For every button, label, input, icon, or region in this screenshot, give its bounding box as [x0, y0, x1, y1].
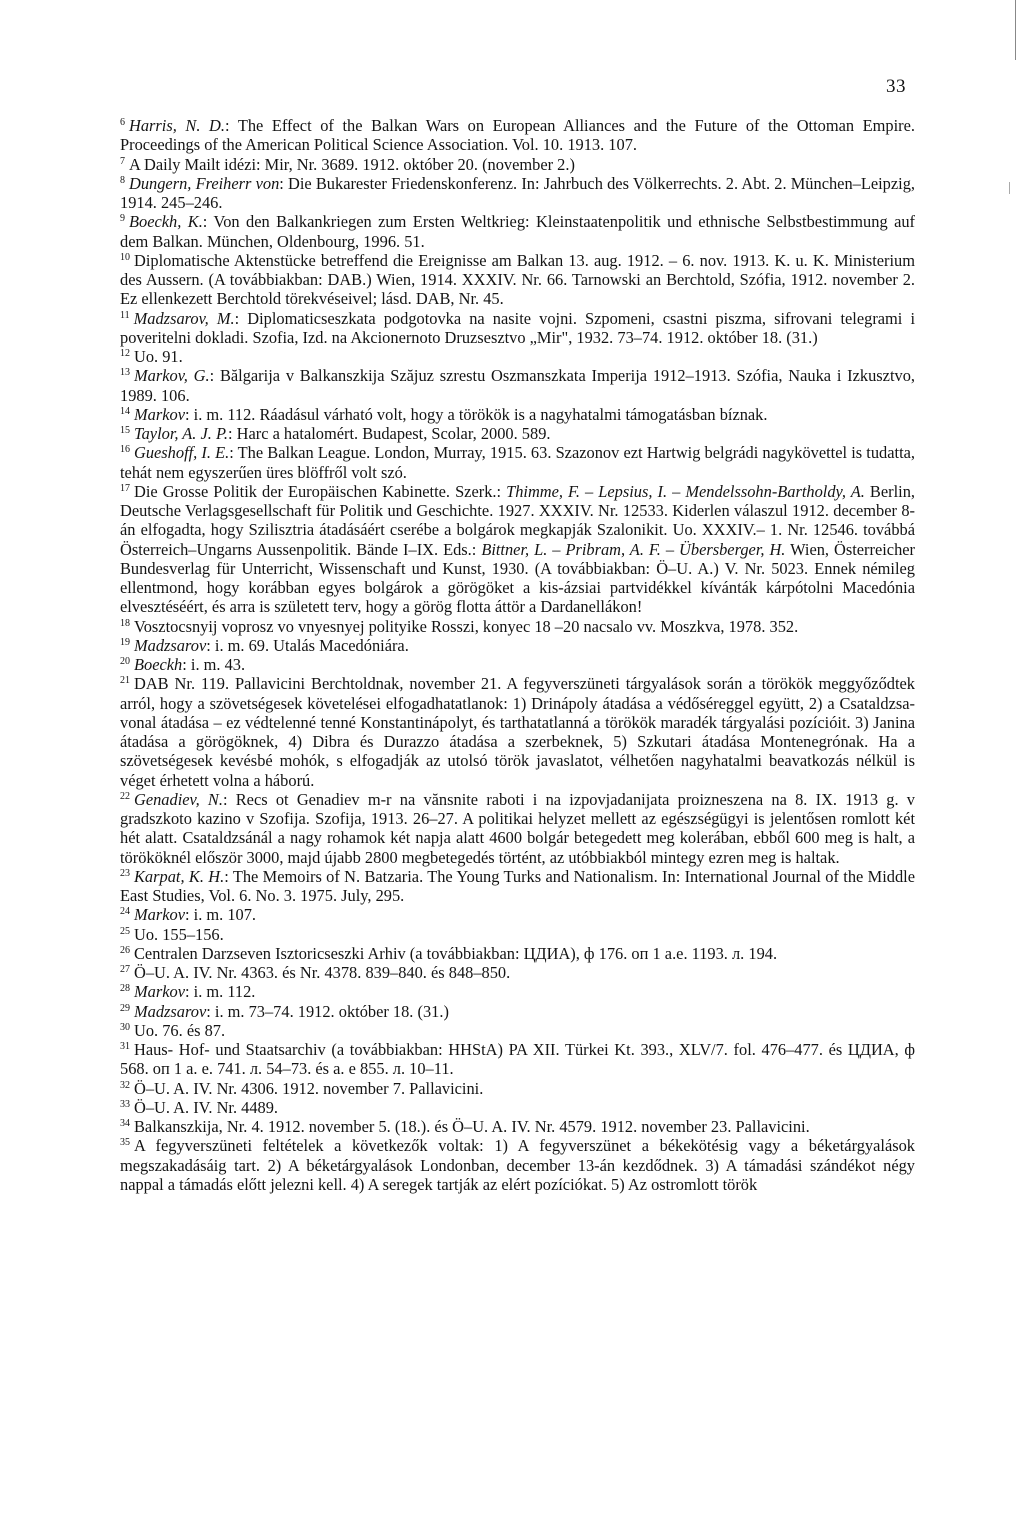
footnote-text: : i. m. 69. Utalás Macedóniára. — [206, 635, 409, 655]
footnote-italic-text: Harris, N. D. — [129, 116, 225, 135]
footnote — [120, 867, 915, 906]
footnote-number: 10 — [120, 251, 130, 263]
footnote-text: Ö–U. A. IV. Nr. 4489. — [134, 1097, 279, 1117]
footnote — [120, 309, 915, 348]
footnote — [120, 424, 915, 443]
footnote-number: 15 — [120, 425, 130, 436]
footnote-text: : Bălgarija v Balkanszkija Szăjuz szrestu Oszmanszkata Imperija 1912–1913. Szófia, Nauka i Izkusztvo, 1989. 106. — [120, 366, 916, 405]
footnote-number: 35 — [120, 1137, 130, 1149]
footnote-number: 19 — [120, 636, 130, 648]
footnote — [120, 1117, 915, 1136]
footnote-number: 8 — [120, 174, 125, 186]
footnote-italic-text: Madzsarov — [134, 635, 207, 655]
footnote-text: : The Memoirs of N. Batzaria. The Young Turks and Nationalism. In: International Journal of the Middle East Studies, Vol. 6. No. 3. 1975. July, 295. — [120, 866, 916, 905]
footnote-italic-text: Boeckh, K. — [129, 212, 203, 232]
footnote-number: 29 — [120, 1002, 130, 1014]
scan-speck — [1009, 182, 1010, 194]
footnote-text: : The Effect of the Balkan Wars on European Alliances and the Future of the Ottoman Empire. Proceedings of the American Political Science Association. Vol. 10. 1913. 107. — [120, 116, 915, 155]
footnote-text: : i. m. 107. — [184, 905, 257, 925]
footnote-text: DAB Nr. 119. Pallavicini Berchtoldnak, november 21. A fegyverszüneti tárgyalások során a törökök meggyőződtek arról, hogy a szövetségesek követelései elfogadhatatlanok: 1) Drinápoly átadása a védőséreggel együtt, 2) a Csataldzsa-vonal átadása – ez védtelenné tenné Konstantinápolyt, és tarthatatlanná a törökök maradék tárgyalási pozícióit. 3) Janina átadása a görögöknek, 4) Dibra és Durazzo átadása a szerbeknek, 5) Szkutari átadása Montenegrónak. Ha a szövetségesek kevésbé mohók, s elfogadják az utolsó török javaslatot, vélhetően nagyhatalmi beavatkozás nélkül is véget érhetett volna a háború. — [120, 674, 915, 790]
footnote — [120, 1002, 915, 1021]
footnote-text: Vosztocsnyij voprosz vo vnyesnyej polityike Rosszi, konyec 18 –20 nacsalo vv. Moszkva, 1978. 352. — [134, 616, 799, 636]
footnote — [120, 674, 915, 790]
footnote-text: Diplomatische Aktenstücke betreffend die Ereignisse am Balkan 13. aug. 1912. – 6. nov. 1913. K. u. K. Ministerium des Aussern. (A továbbiakban: DAB.) Wien, 1914. XXXIV. Nr. 66. Tarnowski an Berchtold, Szófia, 1912. november 2. Ez ellenkezett Berchtold törekvéseivel; lásd. DAB, Nr. 45. — [120, 250, 915, 309]
footnote — [120, 925, 915, 944]
footnote-text: : i. m. 112. — [184, 982, 256, 1002]
footnote-number: 12 — [120, 348, 130, 359]
footnote — [120, 405, 915, 424]
footnote-italic-text: Bittner, L. – Pribram, A. F. – Übersberger, H. — [481, 539, 786, 559]
footnote-number: 31 — [120, 1041, 130, 1052]
footnote-number: 25 — [120, 925, 130, 937]
footnote — [120, 116, 915, 155]
footnote-number: 28 — [120, 983, 130, 995]
footnote — [120, 1098, 915, 1117]
footnote-number: 21 — [120, 675, 130, 687]
footnote-text: : i. m. 73–74. 1912. október 18. (31.) — [206, 1001, 449, 1021]
footnote — [120, 443, 915, 482]
footnote-italic-text: Madzsarov, M. — [133, 308, 235, 328]
footnote-italic-text: Taylor, A. J. P. — [134, 424, 228, 443]
footnote-number: 27 — [120, 964, 130, 975]
footnote-text: Centralen Darzseven Isztoricseszki Arhiv (a továbbiakban: ЦДИА), ф 176. оп 1 a.e. 1193. л. 194. — [134, 943, 778, 963]
footnote-number: 17 — [120, 482, 130, 494]
footnote-italic-text: Dungern, Freiherr von — [129, 173, 280, 193]
footnote-text: : The Balkan League. London, Murray, 1915. 63. Szazonov ezt Hartwig belgrádi nagykövettel is tudatta, tehát nem egyszerűen üres blöffről volt szó. — [120, 443, 915, 482]
footnote-text: Wien, Österreicher Bundesverlag für Unterricht, Wissenschaft und Kunst, 1930. (A továbbiakban: Ö–U. A.) V. Nr. 5023. Ennek némileg ellentmond, hogy korábban egyes bolgárok a görögöket a kis-ázsiai partvidékkel kívánták kárpótolni Macedónia elvesztéséért, és arra is született terv, hogy a görög flotta áttör a Dardanellákon! — [120, 539, 916, 617]
footnote-italic-text: Boeckh — [134, 655, 183, 674]
footnote-text: A Daily Mailt idézi: Mir, Nr. 3689. 1912. október 20. (november 2.) — [129, 154, 575, 174]
footnote-text: Uo. 91. — [134, 347, 183, 366]
footnote-italic-text: Markov, G. — [134, 366, 210, 386]
footnote-text: Berlin, Deutsche Verlagsgesellschaft für Politik und Geschichte. 1927. XXXIV. Nr. 12533. Kiderlen válaszul 1912. december 8-án elfogadta, hogy Szilisztria átadásáért cserébe a bolgárok megkapják Szalonikit. Uo. XXXIV.– 1. Nr. 12546. továbbá Österreich–Ungarns Aussenpolitik. Bände I–IX. Eds.: — [120, 481, 915, 559]
scan-edge-mark — [1015, 0, 1016, 60]
footnote-italic-text: Markov — [134, 905, 185, 925]
footnote-text: : i. m. 112. Ráadásul várható volt, hogy a törökök is a nagyhatalmi támogatásban bíznak. — [184, 404, 768, 424]
footnote-italic-text: Karpat, K. H. — [134, 866, 225, 886]
footnote — [120, 617, 915, 636]
footnote — [120, 982, 915, 1001]
footnote-italic-text: Markov — [134, 982, 185, 1002]
footnote-number: 32 — [120, 1079, 130, 1091]
footnote-number: 23 — [120, 867, 130, 879]
page-number: 33 — [886, 76, 906, 97]
footnote — [120, 655, 915, 674]
footnote — [120, 944, 915, 963]
footnote-number: 30 — [120, 1021, 130, 1033]
footnote — [120, 905, 915, 924]
footnote-text: Uo. 76. és 87. — [134, 1020, 226, 1040]
footnote-text: : Recs ot Genadiev m-r na vănsnite raboti i na izpovjadanijata proizneszena na 8. IX. 1913 g. v gradszkoto kazino v Szofija. Szofija, 1913. 26–27. A politikai helyzet mellett az egészségügyi is jelentősen romlott két hét alatt. Csataldzsánál a nagy rohamok két napja alatt 4600 bolgár betegedett meg kolerában, ebből 600 meg is halt, a törököknél először 3000, majd újabb 2800 megbetegedés történt, az utóbbiakból mintegy ezren meg is haltak. — [120, 789, 916, 867]
footnote — [120, 1136, 915, 1194]
footnote-text: : i. m. 43. — [182, 655, 246, 674]
footnote-number: 20 — [120, 656, 130, 667]
footnote-text: Haus- Hof- und Staatsarchiv (a továbbiakban: HHStA) PA XII. Türkei Kt. 393., XLV/7. fol. 476–477. és ЦДИА, ф 568. оп 1 a. e. 741. л. 54–73. és a. e 855. л. 10–11. — [120, 1040, 915, 1079]
footnote-number: 7 — [120, 155, 125, 167]
footnote-number: 11 — [120, 309, 130, 321]
footnote-number: 24 — [120, 906, 130, 918]
footnote — [120, 366, 915, 405]
footnote — [120, 1040, 915, 1079]
footnote-number: 33 — [120, 1098, 130, 1110]
footnote-text: A fegyverszüneti feltételek a következők voltak: 1) A fegyverszünet a békekötésig vagy a béketárgyalások megszakadásáig tart. 2) A béketárgyalások Londonban, december 13-án kezdődnek. 3) A támadási szándékot négy nappal a támadás előtt jelezni kell. 4) A seregek tartják az elért pozíciókat. 5) Az ostromlott török — [120, 1136, 915, 1194]
footnote-text: Balkanszkija, Nr. 4. 1912. november 5. (18.). és Ö–U. A. IV. Nr. 4579. 1912. november 23. Pallavicini. — [134, 1117, 810, 1136]
footnote — [120, 251, 915, 309]
footnote-italic-text: Madzsarov — [134, 1001, 207, 1021]
footnote-text: : Die Bukarester Friedenskonferenz. In: Jahrbuch des Völkerrechts. 2. Abt. 2. München–Leipzig, 1914. 245–246. — [120, 173, 915, 212]
footnote-number: 14 — [120, 405, 130, 417]
footnote — [120, 347, 915, 366]
footnote-text: Ö–U. A. IV. Nr. 4306. 1912. november 7. Pallavicini. — [134, 1078, 484, 1098]
footnote-text: : Diplomaticseszkata podgotovka na nasite vojni. Szpomeni, csastni piszma, sifrovani telegrami i poveritelni dokladi. Szofia, Izd. na Akcionernoto Druzsesztvo „Mir", 1932. 73–74. 1912. október 18. (31.) — [120, 308, 916, 347]
footnote — [120, 1021, 915, 1040]
footnote — [120, 963, 915, 982]
footnote-text: Ö–U. A. IV. Nr. 4363. és Nr. 4378. 839–840. és 848–850. — [134, 963, 511, 982]
footnote-text: : Von den Balkankriegen zum Ersten Weltkrieg: Kleinstaatenpolitik und ethnische Selbstbestimmung auf dem Balkan. München, Oldenbourg, 1996. 51. — [120, 212, 916, 251]
footnote — [120, 790, 915, 867]
footnotes-list — [120, 116, 915, 1194]
footnote-number: 9 — [120, 213, 125, 225]
footnote-number: 22 — [120, 790, 130, 802]
footnote-number: 34 — [120, 1118, 130, 1129]
footnote-number: 13 — [120, 367, 130, 379]
footnote-number: 18 — [120, 617, 130, 629]
footnote-italic-text: Thimme, F. – Lepsius, I. – Mendelssohn-Bartholdy, A. — [506, 481, 865, 501]
footnote — [120, 636, 915, 655]
footnote-text: Uo. 155–156. — [134, 924, 224, 944]
footnote-text: Die Grosse Politik der Europäischen Kabinette. Szerk.: — [134, 481, 507, 501]
footnote — [120, 174, 915, 213]
footnote-number: 26 — [120, 944, 130, 956]
footnote-italic-text: Gueshoff, I. E. — [134, 443, 230, 463]
footnote-text: : Harc a hatalomért. Budapest, Scolar, 2000. 589. — [227, 424, 551, 443]
footnote-number: 16 — [120, 444, 130, 456]
footnote-italic-text: Markov — [134, 404, 185, 424]
footnote-italic-text: Genadiev, N. — [134, 789, 223, 809]
footnote — [120, 1079, 915, 1098]
footnote — [120, 482, 915, 617]
footnote-number: 6 — [120, 117, 125, 128]
footnote — [120, 155, 915, 174]
footnote — [120, 212, 915, 251]
